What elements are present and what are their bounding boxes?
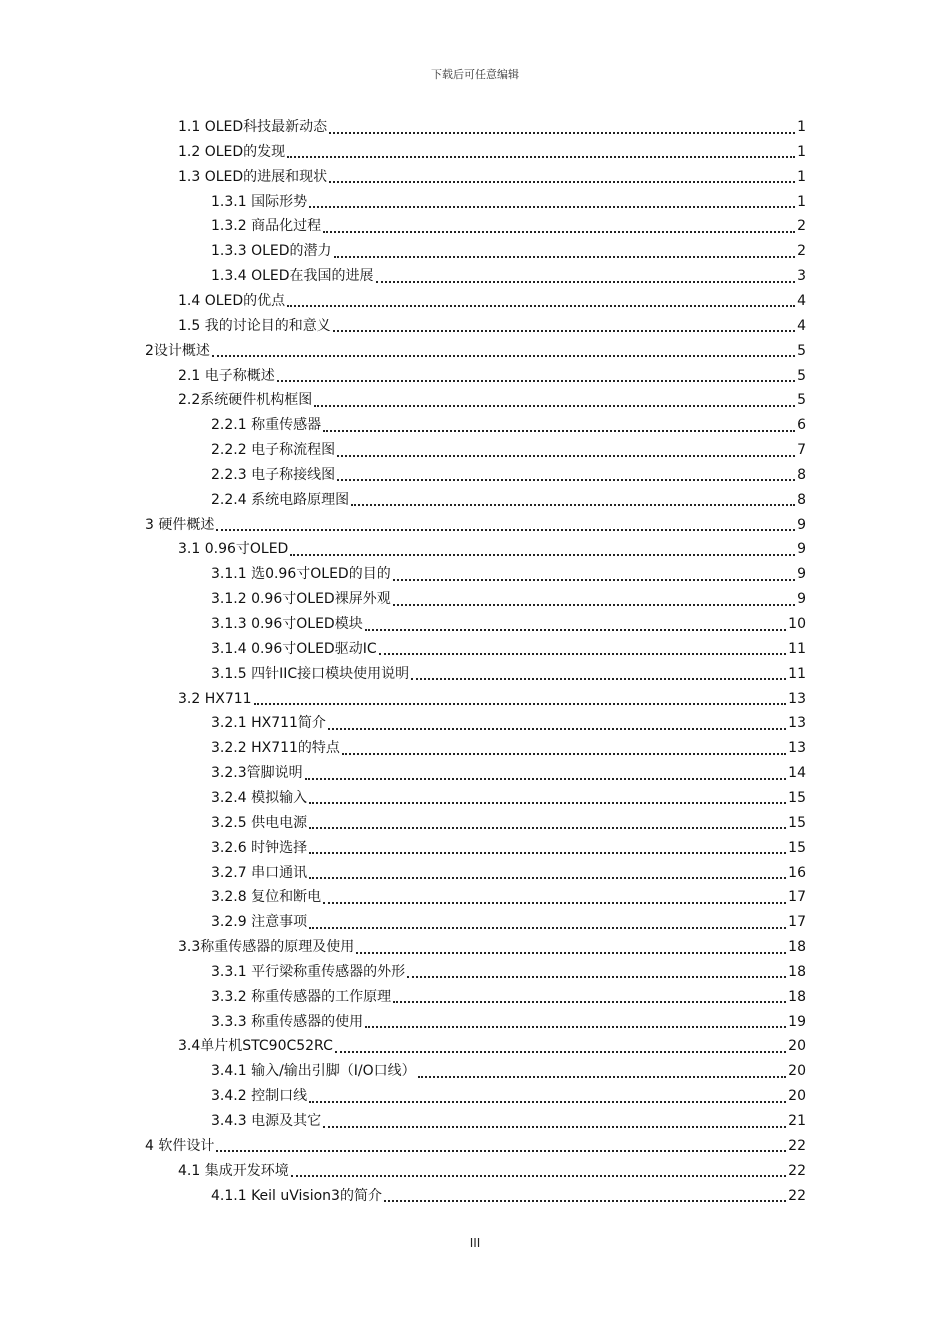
toc-entry-page: 13 [788, 740, 806, 757]
toc-entry[interactable] [178, 364, 806, 388]
toc-leader-dots [309, 205, 795, 208]
toc-entry[interactable] [211, 811, 806, 835]
toc-entry-page: 1 [797, 168, 806, 185]
toc-entry-page: 20 [788, 1038, 806, 1055]
toc-entry[interactable] [211, 214, 806, 238]
toc-leader-dots [329, 131, 795, 134]
toc-entry[interactable] [211, 1059, 806, 1083]
toc-entry[interactable] [211, 885, 806, 909]
toc-entry-title: 3.1.4 0.96寸OLED驱动IC [211, 640, 377, 657]
toc-entry[interactable] [211, 1109, 806, 1133]
page-header: 下载后可任意编辑 [431, 68, 519, 81]
toc-entry-title: 2.1 电子称概述 [178, 367, 275, 384]
toc-leader-dots [287, 155, 795, 158]
toc-entry[interactable] [211, 736, 806, 760]
toc-entry[interactable] [211, 438, 806, 462]
toc-entry[interactable] [178, 165, 806, 189]
toc-entry[interactable] [145, 513, 806, 537]
toc-leader-dots [309, 801, 786, 804]
toc-entry[interactable] [211, 1084, 806, 1108]
toc-leader-dots [287, 304, 795, 307]
toc-leader-dots [329, 180, 795, 183]
toc-entry[interactable] [178, 537, 806, 561]
toc-leader-dots [393, 603, 795, 606]
toc-entry-page: 22 [788, 1187, 806, 1204]
toc-entry-title: 3.1.3 0.96寸OLED模块 [211, 616, 363, 632]
toc-entry-title: 3.2 HX711 [178, 690, 252, 707]
toc-entry[interactable] [178, 388, 806, 412]
toc-leader-dots [365, 1025, 786, 1028]
toc-leader-dots [323, 1125, 786, 1128]
toc-entry-title: 3.4.3 电源及其它 [211, 1113, 322, 1129]
toc-entry-title: 4.1 集成开发环境 [178, 1162, 289, 1179]
toc-entry-page: 1 [797, 193, 806, 210]
toc-entry-title: 3.1 0.96寸OLED [178, 541, 289, 558]
toc-entry-title: 1.3.4 OLED在我国的进展 [211, 268, 374, 285]
toc-entry-title: 4.1.1 Keil uVision3的简介 [211, 1187, 382, 1204]
toc-leader-dots [393, 1000, 786, 1003]
toc-leader-dots [323, 230, 795, 233]
toc-entry-page: 2 [797, 218, 806, 235]
toc-entry[interactable] [211, 239, 806, 263]
toc-leader-dots [328, 727, 786, 730]
toc-entry-page: 22 [788, 1137, 806, 1154]
toc-leader-dots [376, 280, 796, 283]
toc-entry[interactable] [211, 637, 806, 661]
toc-entry-title: 2.2.3 电子称接线图 [211, 466, 336, 483]
toc-leader-dots [351, 503, 795, 506]
toc-leader-dots [337, 478, 795, 481]
toc-entry[interactable] [178, 140, 806, 164]
toc-entry-page: 9 [797, 541, 806, 558]
toc-entry[interactable] [145, 339, 806, 363]
toc-leader-dots [356, 951, 786, 954]
toc-entry[interactable] [178, 314, 806, 338]
toc-entry-title: 3.2.2 HX711的特点 [211, 740, 340, 757]
toc-leader-dots [418, 1075, 787, 1078]
toc-entry[interactable] [178, 687, 806, 711]
toc-entry-title: 3 硬件概述 [145, 516, 215, 533]
toc-entry-title: 2.2.2 电子称流程图 [211, 442, 336, 459]
toc-entry-title: 3.2.6 时钟选择 [211, 839, 308, 856]
toc-leader-dots [379, 652, 787, 655]
toc-entry-page: 8 [797, 491, 806, 508]
toc-entry-title: 2.2.1 称重传感器 [211, 417, 322, 434]
toc-entry-title: 3.2.3管脚说明 [211, 765, 303, 782]
toc-entry-page: 19 [788, 1013, 806, 1030]
toc-entry-page: 18 [788, 939, 806, 956]
toc-entry-page: 4 [797, 292, 806, 309]
toc-entry[interactable] [211, 761, 806, 785]
toc-entry-title: 1.3.3 OLED的潜力 [211, 243, 332, 260]
toc-entry-page: 6 [797, 417, 806, 434]
toc-entry-title: 3.1.5 四针IIC接口模块使用说明 [211, 665, 410, 682]
toc-entry[interactable] [178, 289, 806, 313]
toc-entry-page: 11 [788, 640, 806, 657]
toc-entry-title: 3.1.1 选0.96寸OLED的目的 [211, 566, 391, 583]
toc-entry-page: 4 [797, 317, 806, 334]
toc-leader-dots [309, 1100, 786, 1103]
toc-entry-title: 3.2.7 串口通讯 [211, 864, 308, 881]
page-number: III [469, 1236, 481, 1250]
toc-entry-page: 17 [788, 914, 806, 931]
toc-leader-dots [393, 578, 795, 581]
toc-entry-page: 9 [797, 516, 806, 533]
toc-entry-page: 20 [788, 1088, 806, 1105]
toc-entry[interactable] [211, 910, 806, 934]
toc-entry[interactable] [211, 264, 806, 288]
toc-entry-title: 3.2.5 供电电源 [211, 814, 308, 831]
toc-entry[interactable] [145, 1134, 806, 1158]
toc-entry-title: 2设计概述 [145, 342, 210, 359]
toc-entry-page: 16 [788, 864, 806, 881]
toc-entry-page: 18 [788, 963, 806, 980]
toc-entry-page: 7 [797, 442, 806, 459]
toc-entry[interactable] [211, 413, 806, 437]
toc-leader-dots [333, 329, 795, 332]
toc-entry-title: 3.4.2 控制口线 [211, 1088, 308, 1105]
toc-entry-title: 3.4单片机STC90C52RC [178, 1038, 333, 1055]
toc-entry-page: 2 [797, 243, 806, 260]
toc-entry-title: 1.4 OLED的优点 [178, 292, 286, 309]
toc-leader-dots [309, 876, 786, 879]
toc-entry-page: 13 [788, 715, 806, 732]
toc-entry-page: 15 [788, 789, 806, 806]
toc-leader-dots [334, 255, 796, 258]
toc-entry-page: 9 [797, 591, 806, 608]
toc-leader-dots [342, 752, 786, 755]
toc-leader-dots [309, 851, 786, 854]
toc-entry-title: 3.1.2 0.96寸OLED裸屏外观 [211, 591, 391, 608]
toc-leader-dots [216, 528, 795, 531]
toc-entry[interactable] [211, 190, 806, 214]
toc-entry-page: 3 [797, 268, 806, 285]
toc-entry-title: 3.3.3 称重传感器的使用 [211, 1013, 364, 1030]
toc-leader-dots [309, 826, 786, 829]
toc-entry-page: 8 [797, 466, 806, 483]
toc-leader-dots [337, 454, 795, 457]
toc-entry[interactable] [211, 836, 806, 860]
toc-entry-page: 10 [788, 616, 806, 632]
toc-entry-page: 17 [788, 889, 806, 906]
toc-leader-dots [314, 404, 795, 407]
toc-entry[interactable] [211, 463, 806, 487]
toc-entry-page: 9 [797, 566, 806, 583]
toc-leader-dots [323, 901, 786, 904]
toc-leader-dots [384, 1199, 786, 1202]
toc-leader-dots [407, 975, 786, 978]
toc-entry[interactable] [211, 786, 806, 810]
toc-entry-page: 14 [788, 765, 806, 782]
toc-entry[interactable] [178, 1159, 806, 1183]
toc-leader-dots [365, 628, 786, 631]
toc-entry-title: 3.3.1 平行梁称重传感器的外形 [211, 963, 406, 980]
toc-entry-title: 1.2 OLED的发现 [178, 143, 286, 160]
toc-entry[interactable] [211, 562, 806, 586]
toc-entry[interactable] [178, 115, 806, 139]
toc-leader-dots [335, 1050, 786, 1053]
toc-leader-dots [254, 702, 787, 705]
toc-entry-title: 3.2.1 HX711简介 [211, 715, 326, 732]
toc-entry[interactable] [211, 1010, 806, 1034]
toc-entry-title: 1.5 我的讨论目的和意义 [178, 317, 331, 334]
toc-entry-title: 1.3 OLED的进展和现状 [178, 168, 328, 185]
toc-entry-page: 11 [788, 665, 806, 682]
toc-entry-title: 3.2.8 复位和断电 [211, 889, 322, 906]
toc-entry[interactable] [211, 861, 806, 885]
toc-entry-page: 5 [797, 367, 806, 384]
toc-entry-title: 2.2.4 系统电路原理图 [211, 491, 350, 508]
toc-leader-dots [323, 429, 795, 432]
toc-entry-title: 3.2.4 模拟输入 [211, 789, 308, 806]
toc-entry-title: 3.3称重传感器的原理及使用 [178, 939, 355, 956]
toc-entry-title: 4 软件设计 [145, 1137, 215, 1154]
toc-entry-title: 3.3.2 称重传感器的工作原理 [211, 988, 392, 1005]
toc-entry-title: 3.2.9 注意事项 [211, 914, 308, 931]
toc-leader-dots [216, 1149, 786, 1152]
toc-leader-dots [309, 926, 786, 929]
toc-leader-dots [212, 354, 795, 357]
toc-entry-title: 2.2系统硬件机构框图 [178, 392, 313, 409]
toc-leader-dots [277, 379, 795, 382]
toc-entry-page: 22 [788, 1162, 806, 1179]
toc-entry-page: 5 [797, 342, 806, 359]
toc-entry[interactable] [178, 935, 806, 959]
toc-entry[interactable] [211, 612, 806, 636]
toc-entry-page: 5 [797, 392, 806, 409]
toc-entry[interactable] [211, 587, 806, 611]
toc-entry-page: 15 [788, 839, 806, 856]
toc-leader-dots [290, 553, 795, 556]
toc-entry-title: 1.3.2 商品化过程 [211, 218, 322, 235]
toc-entry-page: 1 [797, 143, 806, 160]
toc-entry-title: 3.4.1 输入/输出引脚（I/O口线） [211, 1063, 416, 1080]
toc-entry[interactable] [211, 488, 806, 512]
toc-leader-dots [305, 777, 787, 780]
toc-entry[interactable] [211, 960, 806, 984]
toc-entry[interactable] [178, 1034, 806, 1058]
toc-entry-page: 21 [788, 1113, 806, 1129]
toc-leader-dots [291, 1174, 786, 1177]
toc-leader-dots [411, 677, 786, 680]
toc-entry-title: 1.1 OLED科技最新动态 [178, 119, 328, 135]
toc-entry[interactable] [211, 985, 806, 1009]
toc-entry[interactable] [211, 1184, 806, 1208]
toc-entry-page: 1 [797, 119, 806, 135]
toc-entry-page: 13 [788, 690, 806, 707]
toc-entry[interactable] [211, 711, 806, 735]
toc-entry-title: 1.3.1 国际形势 [211, 193, 308, 210]
toc-entry-page: 20 [788, 1063, 806, 1080]
toc-entry-page: 18 [788, 988, 806, 1005]
toc-entry-page: 15 [788, 814, 806, 831]
toc-entry[interactable] [211, 662, 806, 686]
